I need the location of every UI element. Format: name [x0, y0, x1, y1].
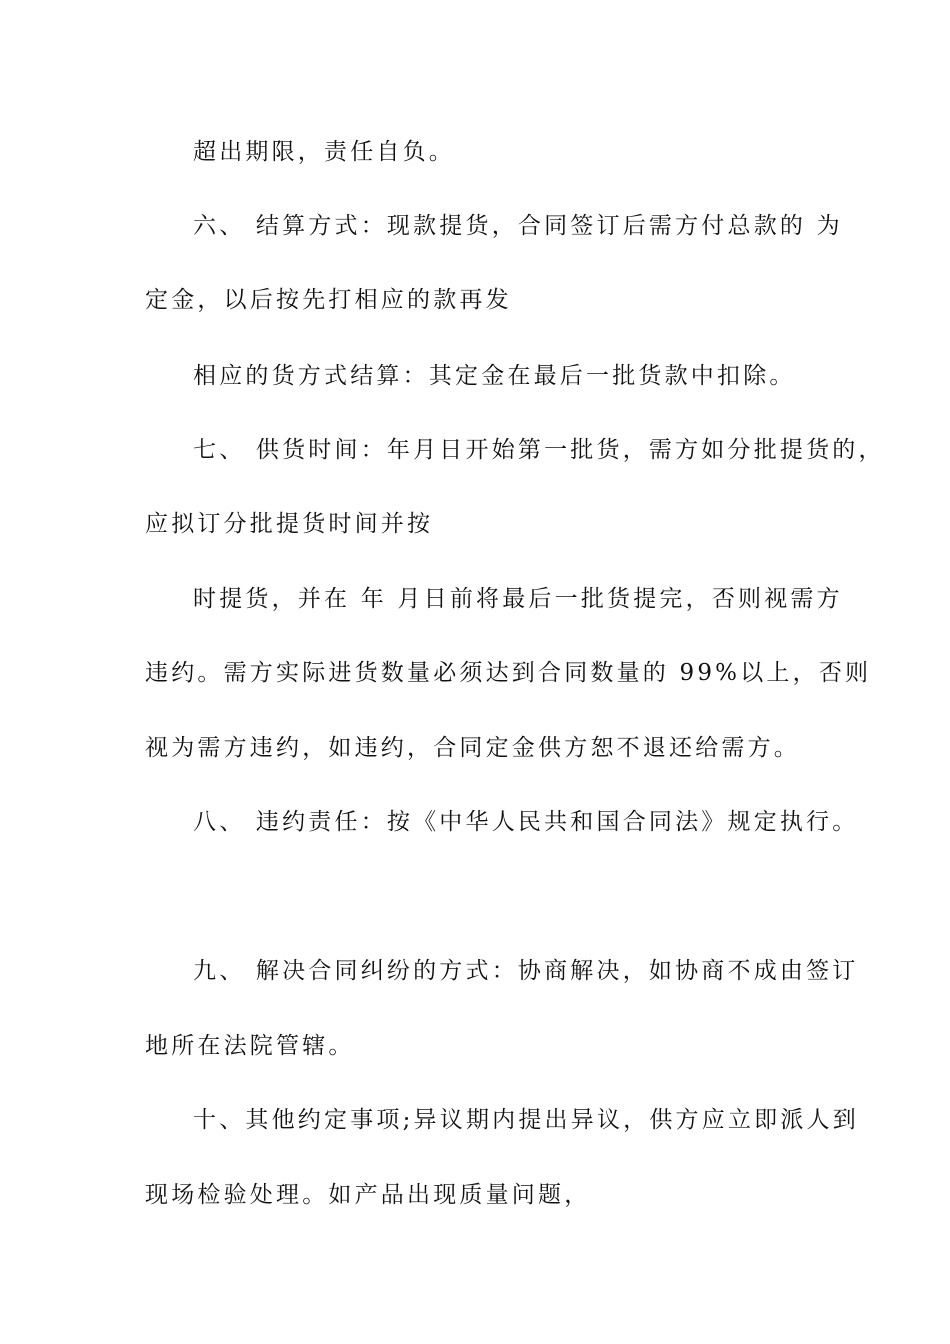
- paragraph-line: 视为需方违约，如违约，合同定金供方恕不退还给需方。: [145, 735, 800, 761]
- section-seven-line: 七、 供货时间：年月日开始第一批货，需方如分批提货的，: [193, 437, 885, 463]
- paragraph-line: 时提货，并在 年 月日前将最后一批货提完，否则视需方: [193, 586, 843, 612]
- paragraph-line: 定金，以后按先打相应的款再发: [145, 287, 512, 313]
- paragraph-line: 违约。需方实际进货数量必须达到合同数量的 99%以上，否则: [145, 660, 872, 686]
- paragraph-line: 超出期限，责任自负。: [193, 139, 455, 165]
- paragraph-line: 相应的货方式结算：其定金在最后一批货款中扣除。: [193, 363, 796, 389]
- section-eight-line: 八、 违约责任：按《中华人民共和国合同法》规定执行。: [193, 809, 859, 835]
- section-ten-line: 十、其他约定事项;异议期内提出异议，供方应立即派人到: [193, 1107, 859, 1133]
- paragraph-line: 现场检验处理。如产品出现质量问题，: [145, 1182, 591, 1208]
- paragraph-line: 地所在法院管辖。: [145, 1033, 355, 1059]
- section-nine-line: 九、 解决合同纠纷的方式：协商解决，如协商不成由签订: [193, 958, 859, 984]
- section-six-line: 六、 结算方式：现款提货，合同签订后需方付总款的 为: [193, 213, 843, 239]
- paragraph-line: 应拟订分批提货时间并按: [145, 511, 434, 537]
